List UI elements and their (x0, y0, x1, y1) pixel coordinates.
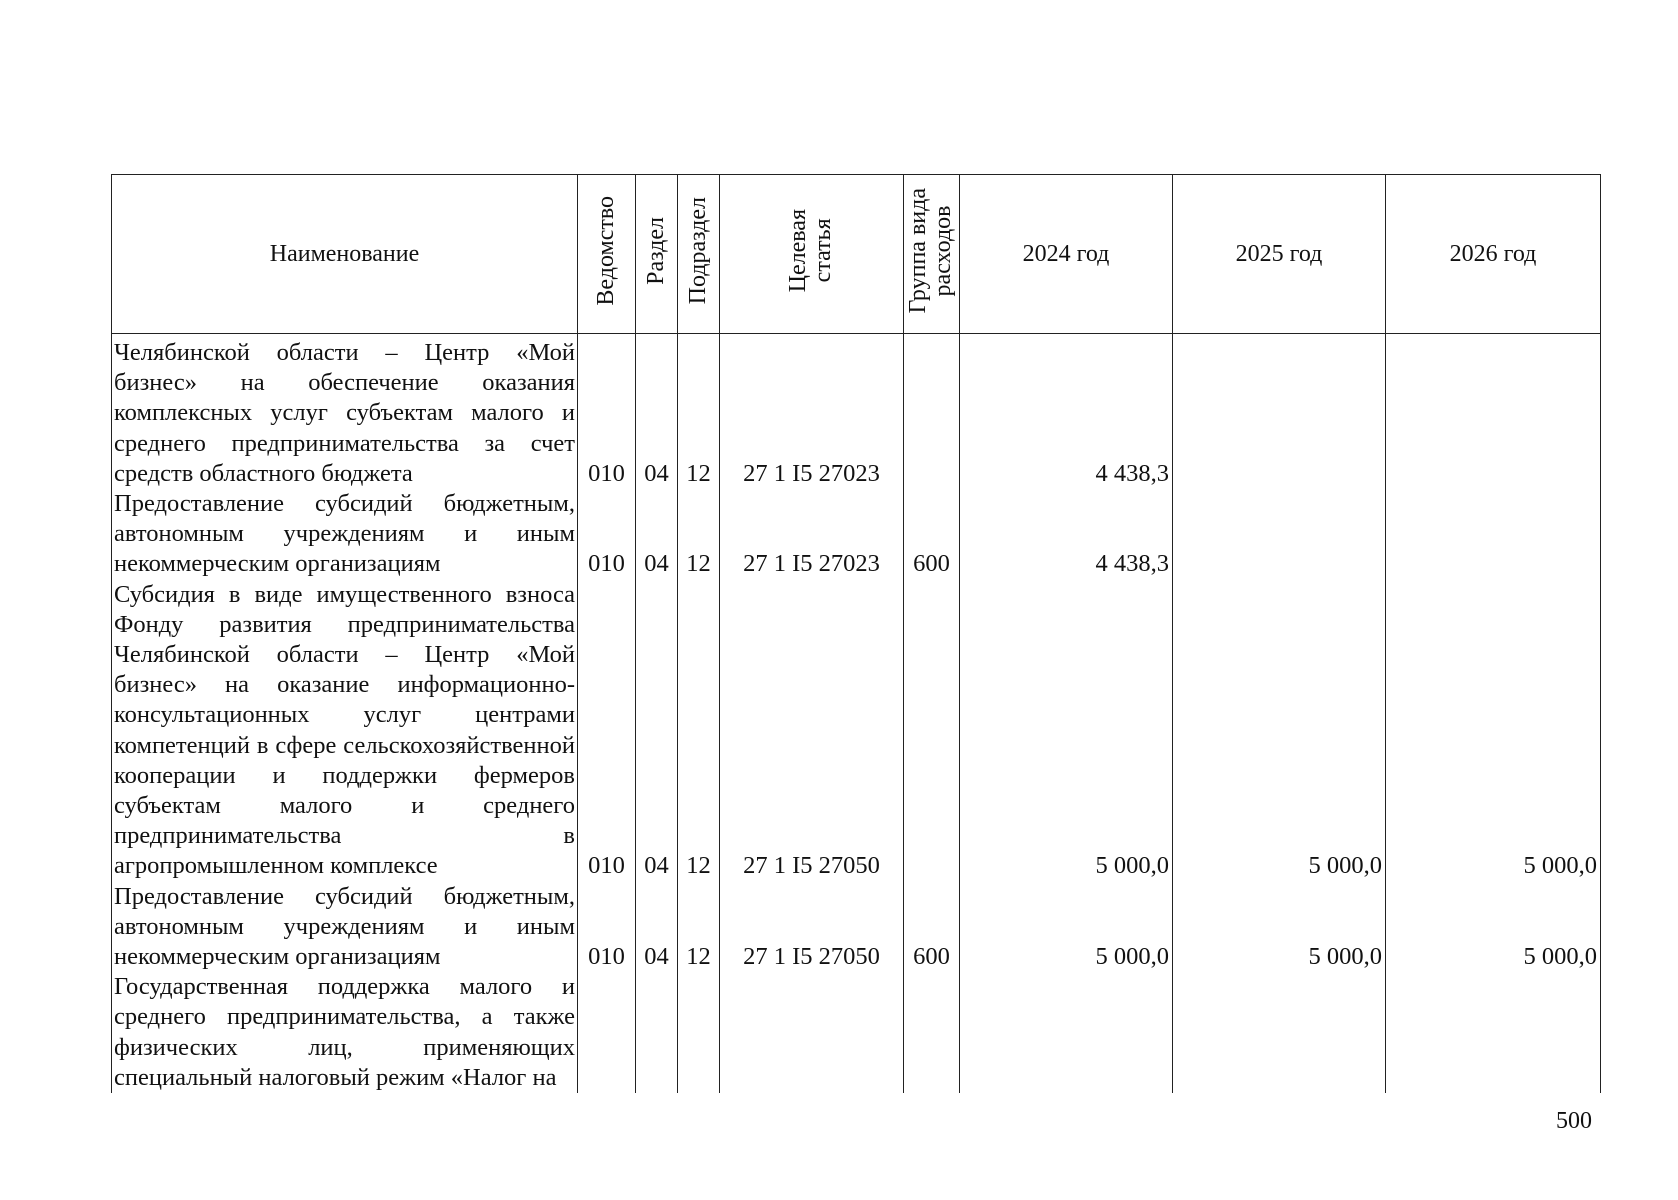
row-amount-2025 (1173, 334, 1386, 490)
row-department: 010 (578, 882, 636, 973)
row-department (578, 972, 636, 1093)
header-year-2024: 2024 год (960, 175, 1173, 334)
row-name: Предоставление субсидий бюджетным, автономным учреждениям и иным некоммерческим организациям (112, 882, 578, 973)
table-row (112, 580, 1601, 882)
table-row (112, 489, 1601, 580)
row-amount-2024 (960, 972, 1173, 1093)
row-expense-group (904, 972, 960, 1093)
row-amount-2024: 5 000,0 (960, 882, 1173, 973)
page-number: 500 (1556, 1108, 1592, 1134)
row-name: Государственная поддержка малого и среднего предпринимательства, а также физических лиц, применяющих специальный налоговый режим «Налог на (112, 972, 578, 1093)
header-department: Ведомство (578, 175, 636, 334)
row-amount-2024: 5 000,0 (960, 580, 1173, 882)
row-section: 04 (636, 882, 678, 973)
row-department: 010 (578, 580, 636, 882)
table-row (112, 882, 1601, 973)
row-target-article: 27 1 I5 27050 (720, 882, 904, 973)
row-expense-group (904, 580, 960, 882)
row-target-article: 27 1 I5 27050 (720, 580, 904, 882)
row-expense-group: 600 (904, 489, 960, 580)
header-year-2026: 2026 год (1386, 175, 1601, 334)
row-amount-2026 (1386, 489, 1601, 580)
row-subsection (678, 972, 720, 1093)
row-name: Предоставление субсидий бюджетным, автономным учреждениям и иным некоммерческим организациям (112, 489, 578, 580)
row-amount-2025: 5 000,0 (1173, 580, 1386, 882)
row-expense-group: 600 (904, 882, 960, 973)
header-name: Наименование (112, 175, 578, 334)
header-target-article: Целевая статья (720, 175, 904, 334)
row-department: 010 (578, 489, 636, 580)
row-amount-2026: 5 000,0 (1386, 580, 1601, 882)
row-amount-2025 (1173, 489, 1386, 580)
row-name: Субсидия в виде имущественного взноса Фонду развития предпринимательства Челябинской области – Центр «Мой бизнес» на оказание информационно-консультационных услуг центрами компетенций в сфере сельскохозяйственной кооперации и поддержки фермеров субъектам малого и среднего предпринимательства в агропромышленном комплексе (112, 580, 578, 882)
header-row (112, 175, 1601, 334)
row-amount-2026 (1386, 334, 1601, 490)
row-amount-2024: 4 438,3 (960, 489, 1173, 580)
row-amount-2024: 4 438,3 (960, 334, 1173, 490)
row-section: 04 (636, 489, 678, 580)
table-row (112, 334, 1601, 490)
row-amount-2026 (1386, 972, 1601, 1093)
header-expense-group: Группа вида расходов (904, 175, 960, 334)
row-department: 010 (578, 334, 636, 490)
row-target-article: 27 1 I5 27023 (720, 334, 904, 490)
row-subsection: 12 (678, 334, 720, 490)
row-section (636, 972, 678, 1093)
row-expense-group (904, 334, 960, 490)
row-subsection: 12 (678, 489, 720, 580)
header-year-2025: 2025 год (1173, 175, 1386, 334)
row-subsection: 12 (678, 580, 720, 882)
header-section: Раздел (636, 175, 678, 334)
row-section: 04 (636, 334, 678, 490)
row-target-article: 27 1 I5 27023 (720, 489, 904, 580)
row-section: 04 (636, 580, 678, 882)
table-row (112, 972, 1601, 1093)
budget-table (111, 174, 1601, 1093)
row-subsection: 12 (678, 882, 720, 973)
row-amount-2026: 5 000,0 (1386, 882, 1601, 973)
header-subsection: Подраздел (678, 175, 720, 334)
row-name: Челябинской области – Центр «Мой бизнес» на обеспечение оказания комплексных услуг субъектам малого и среднего предпринимательства за счет средств областного бюджета (112, 334, 578, 490)
row-amount-2025: 5 000,0 (1173, 882, 1386, 973)
row-target-article (720, 972, 904, 1093)
row-amount-2025 (1173, 972, 1386, 1093)
